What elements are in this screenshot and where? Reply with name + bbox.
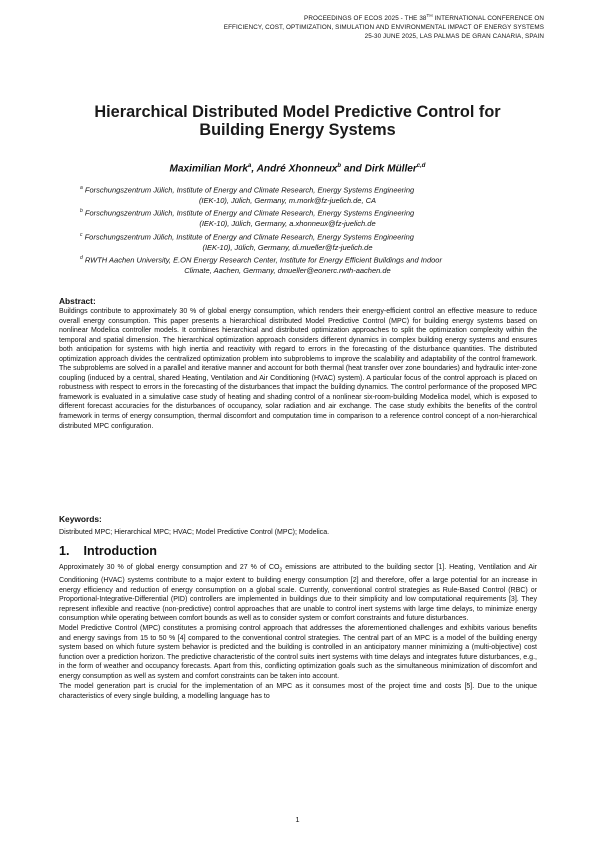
keywords-text: Distributed MPC; Hierarchical MPC; HVAC; Model Predictive Control (MPC); Modelica. — [59, 529, 330, 536]
affiliation-c: $^c$ Forschungszentrum Jülich, Institute of Energy and Climate Research, Energy Systems Engineering (IEK-10), Jülich, Germany, di.mueller@fz-juelich.de — [80, 231, 414, 252]
header-line-1: PROCEEDINGS OF ECOS 2025 - THE 38TH INTERNATIONAL CONFERENCE ON — [304, 13, 544, 23]
affiliations — [80, 183, 525, 276]
conference-header — [84, 11, 544, 41]
section-heading-introduction: 1. Introduction — [59, 544, 157, 558]
introduction-body — [59, 563, 537, 702]
affiliation-b: $^b$ Forschungszentrum Jülich, Institute of Energy and Climate Research, Energy Systems Engineering (IEK-10), Jülich, Germany, a.xhonneux@fz-juelich.de — [80, 208, 415, 229]
paper-title: Hierarchical Distributed Model Predictive Control for Building Energy Systems — [94, 103, 501, 139]
intro-paragraph-2: Model Predictive Control (MPC) constitutes a promising control approach that addresses the aforementioned challenges and exhibits various benefits and energy savings from 15 to 50 % [4] compared to the conventional control strategies. The central part of an MPC is a model of the building energy system based on which future system behavior is predicted and the building is controlled in an anticipatory manner minimizing a (multi-objective) cost function over a prediction horizon. The predictive characteristic of the control suits inert systems with time delays and integrates future disturbances, e.g., in the form of weather and occupancy forecasts. Apart from this, conflicting optimization goals such as the simultaneous minimization of discomfort and energy consumption as well as system and comfort constraints can be taken into account. — [59, 625, 537, 680]
page-number: 1 — [295, 815, 300, 824]
abstract-text: Buildings contribute to approximately 30 % of global energy consumption, which renders their energy-efficient control an effective measure to reduce overall energy consumption. This paper presents a hierarchical distributed Model Predictive Control (MPC) for building energy systems based on nonlinear Modelica controller models. It combines hierarchical and distributed optimization approaches to split the optimization complexity within the temporal and spatial dimension. The hierarchical optimization approach considers different dynamics in complex building energy systems and ensures both anticipation for systems with high inertia and reactivity with regard to errors in the forecasting of the disturbance quantities. The distributed optimization approach divides the centralized optimization problem into subproblems to improve the scalability and adaptability of the control framework. The subproblems are solved in a parallel and iterative manner and account for both thermal (heat transfer over zone boundaries) and hydraulic inter-zone coupling (induced by a central, shared Heating, Ventilation and Air Conditioning (HVAC) system). A particular focus of the control approach is placed on robustness with respect to errors in the forecasting of the disturbances that impact the building dynamics. The control performance of the proposed MPC framework is evaluated in a simulative case study of heating and shading control of a nonlinear six-room-building Modelica model, which is exposed to different forecast accuracies for the disturbances of occupancy, solar radiation and air exchange. The case study exhibits the benefits of the control framework in terms of energy consumption, thermal discomfort and computation time in comparison to a reference control concept of a non-hierarchical distributed MPC configuration. — [59, 308, 537, 430]
abstract-heading: Abstract: — [59, 296, 96, 306]
affiliation-a: $^a$ Forschungszentrum Jülich, Institute of Energy and Climate Research, Energy Systems Engineering (IEK-10), Jülich, Germany, m.mork@fz-juelich.de, CA — [80, 185, 415, 205]
intro-paragraph-3: The model generation part is crucial for the implementation of an MPC as it consumes most of the project time and costs [5]. Due to the unique characteristics of every single building, a modelling language has to — [59, 682, 537, 700]
intro-paragraph-1: Approximately 30 % of global energy consumption and 27 % of $CO_2$ emissions are attributed to the building sector [1]. Heating, Ventilation and Air Conditioning (HVAC) systems contribute to a major extent to building energy consumption [2] and therefore, offer a large potential for an increase in energy efficiency and reduction of energy consumption on a global scale. Currently, conventional control strategies as Rule-Based Control (RBC) or Proportional-Integrative-Differential (PID) controllers are implemented in buildings due to their simplicity and low computational requirements [3]. They represent inflexible and reactive (non-predictive) control approaches that are unable to control inert systems with large time delays, to minimize energy consumption while operating between comfort bounds as well as to consider system or comfort constraints and future disturbances. — [59, 564, 537, 623]
header-line-2: EFFICIENCY, COST, OPTIMIZATION, SIMULATION AND ENVIRONMENTAL IMPACT OF ENERGY SYSTEMS — [223, 24, 544, 32]
affiliation-d: $^d$ RWTH Aachen University, E.ON Energy Research Center, Institute for Energy Efficient Buildings and Indoor Climate, Aachen, Germany, dmueller@eonerc.rwth-aachen.de — [80, 254, 442, 275]
author-list: Maximilian Mork$^a$, André Xhonneux$^b$ and Dirk Müller$^{c,d}$ — [169, 163, 426, 175]
keywords-heading: Keywords: — [59, 514, 102, 524]
header-line-3: 25-30 JUNE 2025, LAS PALMAS DE GRAN CANARIA, SPAIN — [364, 33, 544, 41]
